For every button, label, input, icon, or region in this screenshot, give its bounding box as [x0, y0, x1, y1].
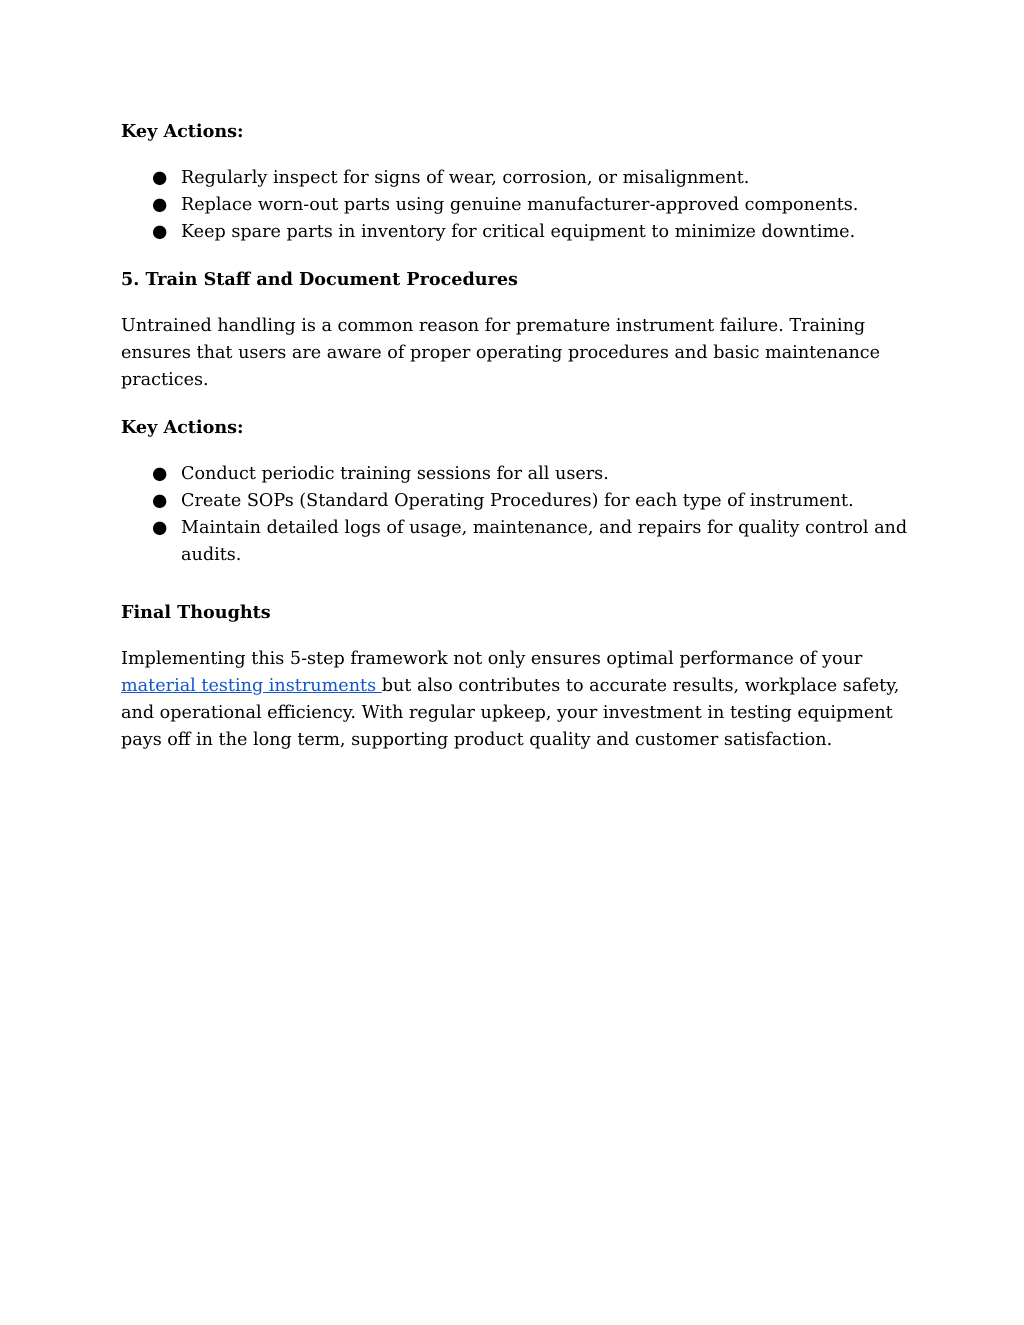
list-item: ● Create SOPs (Standard Operating Procedures) for each type of instrument. [121, 488, 911, 515]
bullet-icon: ● [152, 195, 168, 215]
final-thoughts-heading: Final Thoughts [121, 602, 271, 623]
bullet-icon: ● [152, 491, 168, 511]
list-item: ● Replace worn-out parts using genuine manufacturer-approved components. [121, 192, 911, 219]
material-testing-link[interactable]: material testing instruments [121, 676, 382, 696]
key-actions-list [121, 461, 911, 569]
bullet-icon: ● [152, 464, 168, 484]
bullet-icon: ● [152, 222, 168, 242]
section-heading: 5. Train Staff and Document Procedures [121, 269, 518, 290]
page-content [121, 118, 911, 754]
list-item: ● Conduct periodic training sessions for all users. [121, 461, 911, 488]
list-item: ● Regularly inspect for signs of wear, corrosion, or misalignment. [121, 165, 911, 192]
list-item: ● Keep spare parts in inventory for critical equipment to minimize downtime. [121, 219, 911, 246]
key-actions-heading: Key Actions: [121, 121, 244, 142]
key-actions-heading: Key Actions: [121, 417, 244, 438]
section-paragraph: Untrained handling is a common reason for premature instrument failure. Training ensures that users are aware of proper operating procedures and basic maintenance practices. [121, 316, 881, 390]
bullet-icon: ● [152, 518, 168, 538]
list-item: ● Maintain detailed logs of usage, maintenance, and repairs for quality control and audits. [121, 515, 911, 569]
key-actions-list [121, 165, 911, 246]
final-thoughts-paragraph: Implementing this 5-step framework not only ensures optimal performance of your material testing instruments but also contributes to accurate results, workplace safety, and operational efficiency. With regular upkeep, your investment in testing equipment pays off in the long term, supporting product quality and customer satisfaction. [121, 649, 900, 750]
bullet-icon: ● [152, 168, 168, 188]
